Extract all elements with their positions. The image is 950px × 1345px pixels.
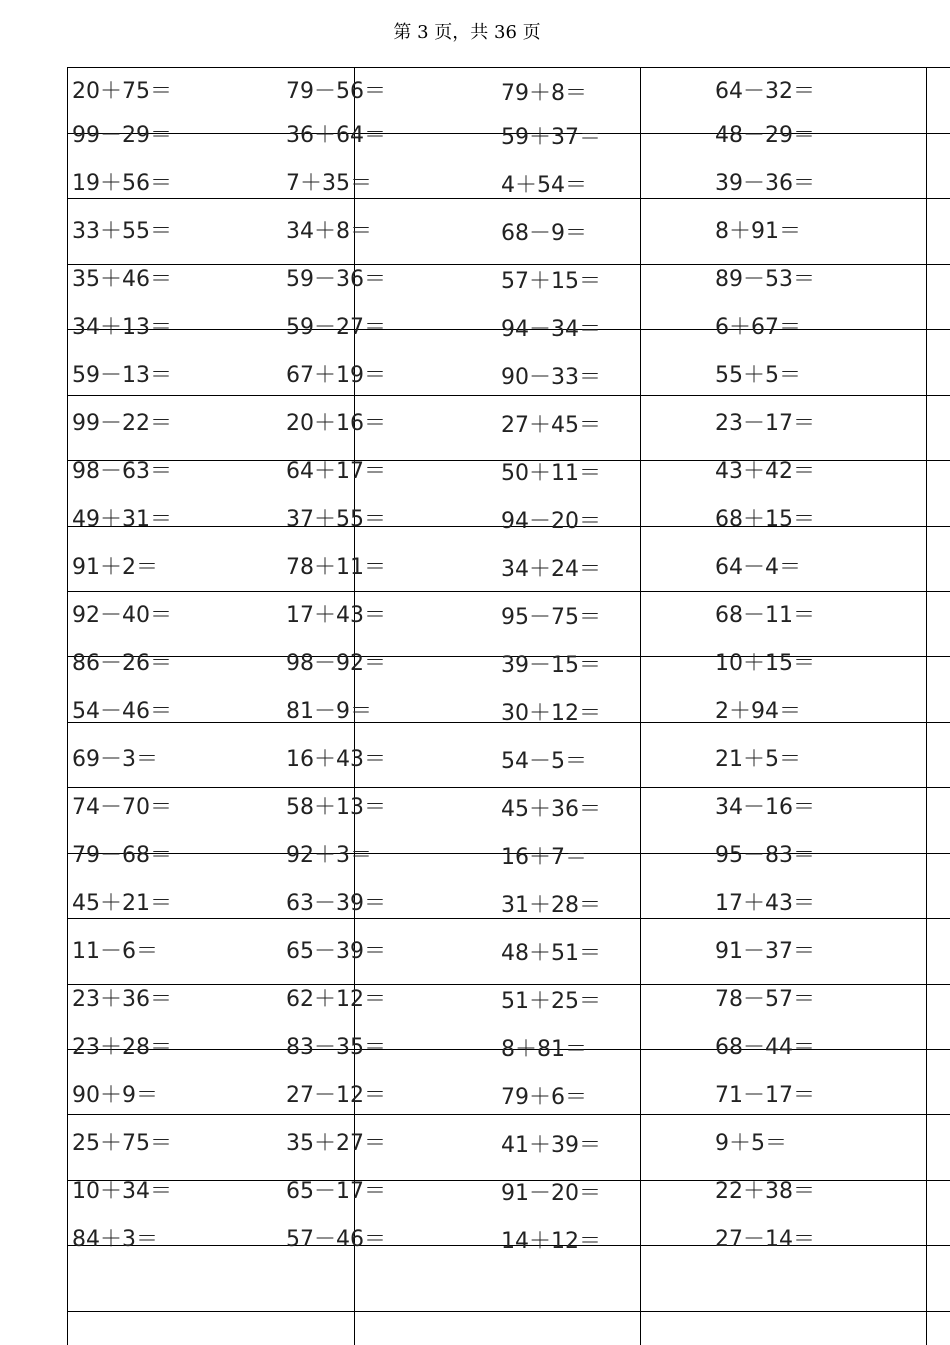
math-problem: 71－17＝: [715, 1083, 815, 1108]
math-problem: 50＋11＝: [501, 461, 601, 486]
math-problem: 36＋64＝: [286, 123, 386, 148]
math-problem: 64－4＝: [715, 555, 801, 580]
math-problem: 67＋19＝: [286, 363, 386, 388]
math-problem: 8＋81＝: [501, 1037, 587, 1062]
math-problem: 91＋2＝: [72, 555, 158, 580]
math-problem: 10＋15＝: [715, 651, 815, 676]
math-problem: 55＋5＝: [715, 363, 801, 388]
math-problem: 41＋39＝: [501, 1133, 601, 1158]
math-problem: 98－63＝: [72, 459, 172, 484]
math-problem: 54－5＝: [501, 749, 587, 774]
math-problem: 11－6＝: [72, 939, 158, 964]
math-problem: 34＋13＝: [72, 315, 172, 340]
math-problem: 94－34＝: [501, 317, 601, 342]
math-problem: 16＋43＝: [286, 747, 386, 772]
math-problem: 92＋3＝: [286, 843, 372, 868]
math-problem: 25＋75＝: [72, 1131, 172, 1156]
math-problem: 20＋16＝: [286, 411, 386, 436]
math-problem: 23＋28＝: [72, 1035, 172, 1060]
math-problem: 94－20＝: [501, 509, 601, 534]
math-problem: 90＋9＝: [72, 1083, 158, 1108]
math-problem: 79＋8＝: [501, 81, 587, 106]
math-problem: 8＋91＝: [715, 219, 801, 244]
math-problem: 21＋5＝: [715, 747, 801, 772]
math-problem: 34＋24＝: [501, 557, 601, 582]
math-problem: 35＋27＝: [286, 1131, 386, 1156]
math-problem: 6＋67＝: [715, 315, 801, 340]
math-problem: 34－16＝: [715, 795, 815, 820]
math-problem: 92－40＝: [72, 603, 172, 628]
math-problem: 4＋54＝: [501, 173, 587, 198]
math-problem: 33＋55＝: [72, 219, 172, 244]
math-problem: 74－70＝: [72, 795, 172, 820]
math-problem: 81－9＝: [286, 699, 372, 724]
math-problem: 89－53＝: [715, 267, 815, 292]
math-problem: 99－29＝: [72, 123, 172, 148]
math-problem: 59－36＝: [286, 267, 386, 292]
math-problem: 17＋43＝: [715, 891, 815, 916]
math-problem: 68－9＝: [501, 221, 587, 246]
math-problem: 14＋12＝: [501, 1229, 601, 1254]
math-problem: 7＋35＝: [286, 171, 372, 196]
math-problem: 39－36＝: [715, 171, 815, 196]
math-problem: 9＋5＝: [715, 1131, 787, 1156]
math-problem: 79＋6＝: [501, 1085, 587, 1110]
math-problem: 99－22＝: [72, 411, 172, 436]
math-problem: 51＋25＝: [501, 989, 601, 1014]
math-problem: 78＋11＝: [286, 555, 386, 580]
math-problem: 68－11＝: [715, 603, 815, 628]
math-problem: 54－46＝: [72, 699, 172, 724]
math-problem: 20＋75＝: [72, 79, 172, 104]
math-problem: 57＋15＝: [501, 269, 601, 294]
math-problem: 23＋36＝: [72, 987, 172, 1012]
math-problem: 59＋37＝: [501, 125, 601, 150]
math-problem: 95－75＝: [501, 605, 601, 630]
math-problem: 63－39＝: [286, 891, 386, 916]
math-problem: 98－92＝: [286, 651, 386, 676]
math-problem: 49＋31＝: [72, 507, 172, 532]
math-problem: 65－39＝: [286, 939, 386, 964]
math-problem: 27－12＝: [286, 1083, 386, 1108]
math-problem: 37＋55＝: [286, 507, 386, 532]
math-problem: 16＋7＝: [501, 845, 587, 870]
math-problem: 86－26＝: [72, 651, 172, 676]
math-problem: 64＋17＝: [286, 459, 386, 484]
math-problem: 84＋3＝: [72, 1227, 158, 1252]
math-problem: 22＋38＝: [715, 1179, 815, 1204]
math-problem: 34＋8＝: [286, 219, 372, 244]
math-problem: 83－35＝: [286, 1035, 386, 1060]
math-problem: 2＋94＝: [715, 699, 801, 724]
math-problem: 17＋43＝: [286, 603, 386, 628]
math-problem: 10＋34＝: [72, 1179, 172, 1204]
math-problem: 69－3＝: [72, 747, 158, 772]
math-problem: 79－68＝: [72, 843, 172, 868]
math-problem: 31＋28＝: [501, 893, 601, 918]
math-problem: 68－44＝: [715, 1035, 815, 1060]
page-header: 第 3 页，共 36 页: [393, 22, 541, 43]
math-problem: 62＋12＝: [286, 987, 386, 1012]
math-problem: 30＋12＝: [501, 701, 601, 726]
math-problem: 91－20＝: [501, 1181, 601, 1206]
math-problem: 95－83＝: [715, 843, 815, 868]
math-problem: 91－37＝: [715, 939, 815, 964]
math-problem: 58＋13＝: [286, 795, 386, 820]
math-problem: 27＋45＝: [501, 413, 601, 438]
math-problem: 59－13＝: [72, 363, 172, 388]
math-problem: 64－32＝: [715, 79, 815, 104]
math-problem: 39－15＝: [501, 653, 601, 678]
math-problem: 78－57＝: [715, 987, 815, 1012]
math-problem: 68＋15＝: [715, 507, 815, 532]
math-problem: 27－14＝: [715, 1227, 815, 1252]
math-problem: 19＋56＝: [72, 171, 172, 196]
math-problem: 43＋42＝: [715, 459, 815, 484]
math-problem: 35＋46＝: [72, 267, 172, 292]
math-problem: 45＋21＝: [72, 891, 172, 916]
math-problem: 57－46＝: [286, 1227, 386, 1252]
math-problem: 48－29＝: [715, 123, 815, 148]
math-problem: 59－27＝: [286, 315, 386, 340]
math-problem: 45＋36＝: [501, 797, 601, 822]
math-problem: 65－17＝: [286, 1179, 386, 1204]
math-problem: 48＋51＝: [501, 941, 601, 966]
math-problem: 90－33＝: [501, 365, 601, 390]
math-problem: 23－17＝: [715, 411, 815, 436]
math-problem: 79－56＝: [286, 79, 386, 104]
